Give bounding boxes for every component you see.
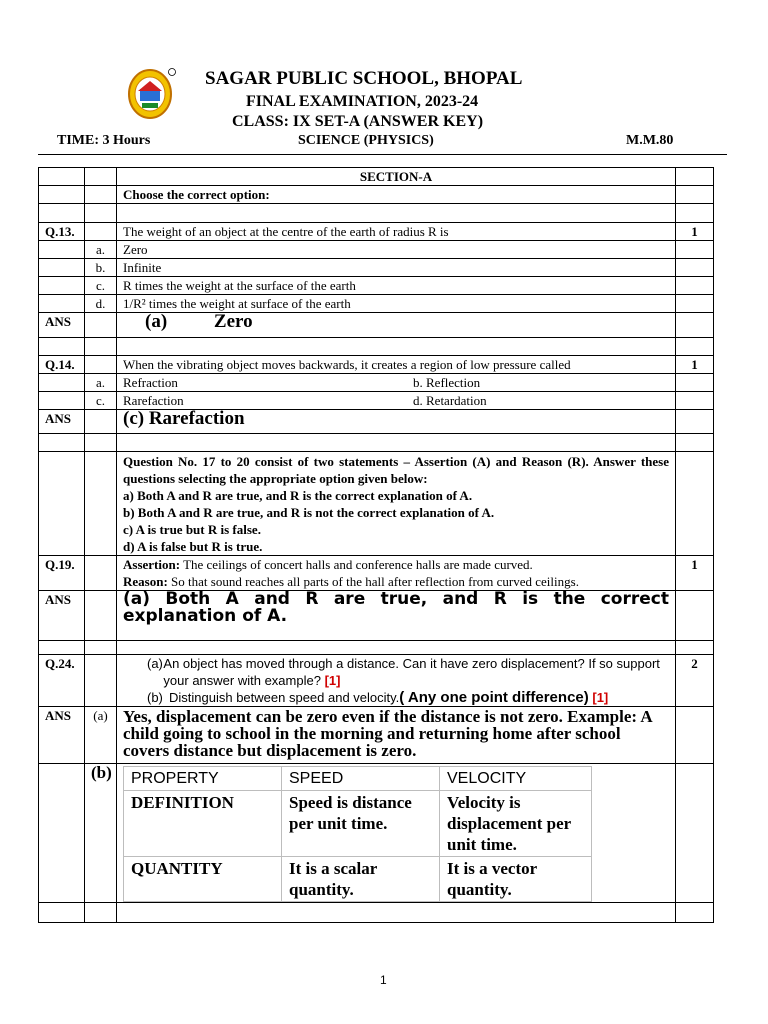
option-label: a. [85,241,117,259]
comparison-cell: Velocity is displacement per unit time. [440,791,592,857]
answer-part-label: (b) [85,764,117,903]
ar-intro: Question No. 17 to 20 consist of two statements – Assertion (A) and Reason (R). Answer these questions selecting the appropriate option given below: [123,454,669,486]
comparison-row [124,857,592,902]
question-text: When the vibrating object moves backwards, it creates a region of low pressure called [117,356,676,374]
comparison-cell: It is a scalar quantity. [282,857,440,902]
question-number: Q.24. [39,655,85,707]
question-number: Q.13. [39,223,85,241]
answer-row-q13 [39,313,714,338]
exam-time: TIME: 3 Hours [57,133,151,148]
question-number: Q.14. [39,356,85,374]
exam-title: FINAL EXAMINATION, 2023-24 [246,93,479,110]
option-text: Zero [117,241,676,259]
answer-label: ANS [39,707,85,764]
question-row-q13 [39,223,714,241]
subquestion-label: (a) [147,656,163,671]
answer-letter: (a) [145,311,168,332]
subquestion-label: (b) [147,690,163,705]
comparison-cell: Speed is distance per unit time. [282,791,440,857]
header-rule [38,154,727,155]
option-text: b. Reflection [413,375,481,390]
option-label: b. [85,259,117,277]
option-label: d. [85,295,117,313]
answer-label: ANS [39,591,85,641]
question-number: Q.19. [39,556,85,591]
option-label: c. [85,277,117,295]
max-marks: M.M.80 [626,133,674,148]
subquestion-marks: [1] [592,690,609,705]
school-name: SAGAR PUBLIC SCHOOL, BHOPAL [205,68,523,89]
question-row-q24 [39,655,714,707]
comparison-cell: It is a vector quantity. [440,857,592,902]
answer-text: Yes, displacement can be zero even if the distance is not zero. Example: A child going to school in the morning and returning home after school covers distance but displacement is zero. [117,707,676,764]
answer-key-table [38,167,714,923]
answer-row-q14 [39,410,714,434]
answer-part-label: (a) [85,707,117,764]
subquestion-text: An object has moved through a distance. Can it have zero displacement? If so support your answer with example? [163,656,660,688]
question-text: The weight of an object at the centre of the earth of radius R is [117,223,676,241]
school-logo [126,67,176,119]
comparison-header: PROPERTY [124,767,282,791]
option-row [39,374,714,392]
assertion-text: The ceilings of concert halls and conference halls are made curved. [183,557,533,572]
section-title: SECTION-A [117,168,676,186]
assertion-reason-instructions [39,452,714,556]
comparison-cell: DEFINITION [124,791,282,857]
ar-option: b) Both A and R are true, and R is not the correct explanation of A. [123,505,495,520]
page-number: 1 [380,973,387,987]
class-title: CLASS: IX SET-A (ANSWER KEY) [232,113,484,130]
answer-label: ANS [39,410,85,434]
answer-text: (a) Both A and R are true, and R is the correct explanation of A. [117,591,676,641]
comparison-header: VELOCITY [440,767,592,791]
question-marks: 2 [676,655,714,707]
exam-subject: SCIENCE (PHYSICS) [298,133,434,148]
comparison-row [124,791,592,857]
ar-option: a) Both A and R are true, and R is the correct explanation of A. [123,488,473,503]
answer-text [117,313,676,338]
answer-text: (c) Rarefaction [117,410,676,434]
option-text: 1/R² times the weight at surface of the earth [117,295,676,313]
section-row [39,168,714,186]
ar-option: c) A is true but R is false. [123,522,261,537]
option-row [39,295,714,313]
question-row-q14 [39,356,714,374]
option-text: R times the weight at the surface of the earth [117,277,676,295]
reason-label: Reason: [123,574,168,589]
answer-row-q24a [39,707,714,764]
option-text: Refraction [123,375,178,390]
option-text: Infinite [117,259,676,277]
comparison-cell: QUANTITY [124,857,282,902]
answer-row-q19 [39,591,714,641]
subquestion-text: Distinguish between speed and velocity. [169,690,400,705]
question-marks: 1 [676,223,714,241]
ar-option: d) A is false but R is true. [123,539,263,554]
option-row [39,277,714,295]
option-label: c. [85,392,117,410]
speed-velocity-table [123,766,592,902]
subquestion-note: ( Any one point difference) [399,689,589,706]
question-marks: 1 [676,356,714,374]
assertion-label: Assertion: [123,557,181,572]
option-row [39,392,714,410]
option-row [39,259,714,277]
option-row [39,241,714,259]
question-row-q19 [39,556,714,591]
reason-text: So that sound reaches all parts of the hall after reflection from curved ceilings. [171,574,579,589]
comparison-header: SPEED [282,767,440,791]
question-marks: 1 [676,556,714,591]
answer-value: Zero [213,311,253,332]
option-label: a. [85,374,117,392]
subquestion-marks: [1] [324,673,341,688]
option-text: Rarefaction [123,393,184,408]
answer-label: ANS [39,313,85,338]
section-instruction: Choose the correct option: [117,186,676,204]
comparison-header-row [124,767,592,791]
answer-row-q24b [39,764,714,903]
option-text: d. Retardation [413,393,487,408]
